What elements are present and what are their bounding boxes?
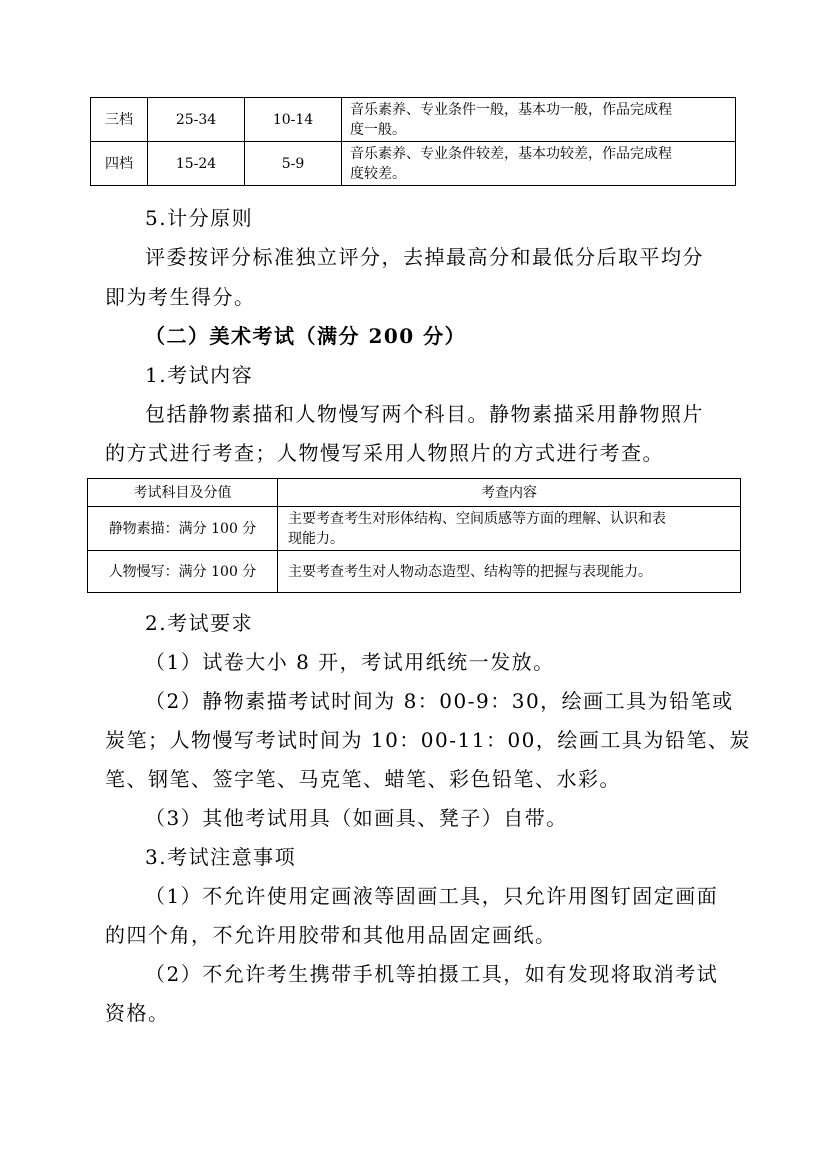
section-heading: 3.考试注意事项 [145, 845, 297, 869]
paragraph-line: 包括静物素描和人物慢写两个科目。静物素描采用静物照片 [145, 402, 704, 426]
description-cell [342, 98, 736, 142]
description-cell [278, 551, 741, 593]
table-row [88, 551, 741, 593]
description-cell [278, 507, 741, 551]
score-cell: 25-34 [148, 98, 245, 142]
table-row [91, 98, 736, 142]
paragraph-line: 炭笔；人物慢写考试时间为 10：00-11：00，绘画工具为铅笔、炭 [105, 728, 751, 752]
table-row [91, 142, 736, 186]
section-heading: 5.计分原则 [145, 206, 254, 230]
paragraph-line: （3）其他考试用具（如画具、凳子）自带。 [145, 806, 568, 830]
paragraph-line: 的四个角，不允许用胶带和其他用品固定画纸。 [105, 923, 557, 947]
description-line: 现能力。 [288, 530, 344, 547]
grade-cell: 三档 [91, 98, 148, 142]
score-cell: 15-24 [148, 142, 245, 186]
description-line: 音乐素养、专业条件较差，基本功较差，作品完成程 [350, 145, 672, 162]
subject-cell: 静物素描：满分 100 分 [88, 507, 278, 551]
table-header-row [88, 479, 741, 507]
column-header: 考试科目及分值 [88, 479, 278, 507]
section-heading: 1.考试内容 [145, 363, 254, 387]
description-line: 主要考查考生对人物动态造型、结构等的把握与表现能力。 [288, 563, 652, 580]
score-cell: 5-9 [245, 142, 342, 186]
paragraph-line: 笔、钢笔、签字笔、马克笔、蜡笔、彩色铅笔、水彩。 [105, 767, 621, 791]
paragraph-line: （1）试卷大小 8 开，考试用纸统一发放。 [145, 650, 555, 674]
art-exam-table [87, 478, 741, 593]
paragraph-line: （1）不允许使用定画液等固画工具，只允许用图钉固定画面 [145, 884, 719, 908]
paragraph-line: 评委按评分标准独立评分，去掉最高分和最低分后取平均分 [145, 245, 704, 269]
description-line: 音乐素养、专业条件一般，基本功一般，作品完成程 [350, 101, 672, 118]
description-cell [342, 142, 736, 186]
score-cell: 10-14 [245, 98, 342, 142]
paragraph-line: 即为考生得分。 [105, 285, 256, 309]
grade-cell: 四档 [91, 142, 148, 186]
description-line: 度一般。 [350, 121, 406, 138]
section-title: （二）美术考试（满分 200 分） [145, 324, 467, 348]
paragraph-line: 资格。 [105, 1001, 170, 1025]
section-heading: 2.考试要求 [145, 611, 254, 635]
column-header: 考查内容 [278, 479, 741, 507]
table-row [88, 507, 741, 551]
subject-cell: 人物慢写：满分 100 分 [88, 551, 278, 593]
paragraph-line: （2）静物素描考试时间为 8：00-9：30，绘画工具为铅笔或 [145, 689, 734, 713]
description-line: 度较差。 [350, 165, 406, 182]
grade-table [90, 97, 736, 186]
description-line: 主要考查考生对形体结构、空间质感等方面的理解、认识和表 [288, 510, 666, 527]
paragraph-line: 的方式进行考查；人物慢写采用人物照片的方式进行考查。 [105, 441, 664, 465]
paragraph-line: （2）不允许考生携带手机等拍摄工具，如有发现将取消考试 [145, 962, 719, 986]
